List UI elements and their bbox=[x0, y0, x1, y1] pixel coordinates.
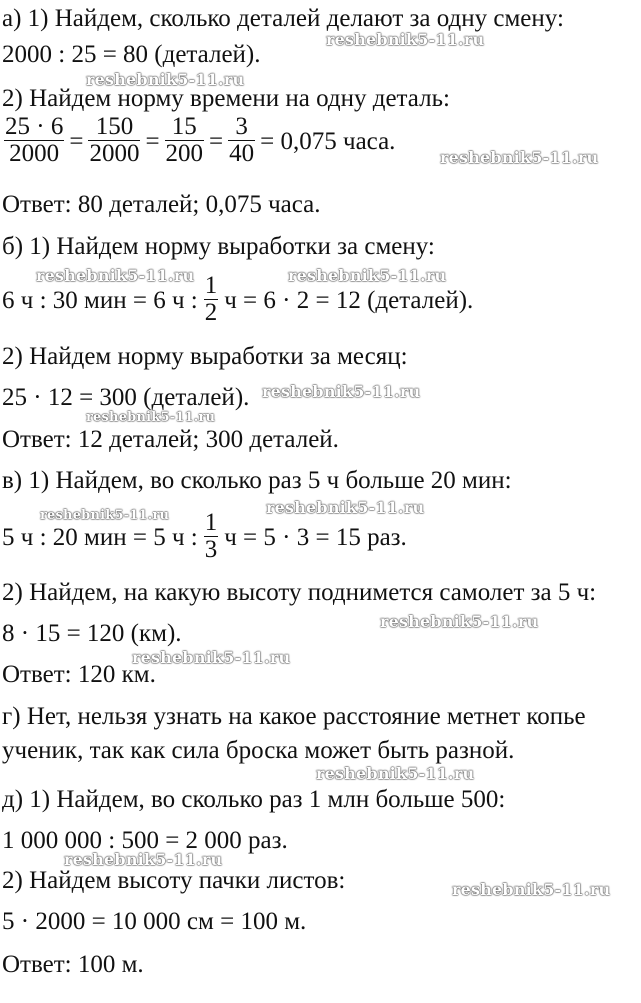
part-d-step2: 2) Найдем высоту пачки листов: bbox=[2, 867, 346, 894]
part-b-step2: 2) Найдем норму выработки за месяц: bbox=[2, 343, 408, 370]
fraction-2: $\frac{150}{2000}$ bbox=[89, 112, 140, 167]
watermark: reshebnik5-11.ru bbox=[266, 498, 425, 517]
part-g-line1: г) Нет, нельзя узнать на какое расстояние метнет копье bbox=[2, 703, 586, 730]
part-v-step1: в) 1) Найдем, во сколько раз 5 ч больше 20 мин: bbox=[2, 467, 512, 494]
watermark: reshebnik5-11.ru bbox=[288, 266, 447, 285]
part-a-step2: 2) Найдем норму времени на одну деталь: bbox=[2, 85, 450, 112]
part-d-step1: д) 1) Найдем, во сколько раз 1 млн больше 500: bbox=[2, 786, 506, 813]
watermark: reshebnik5-11.ru bbox=[380, 612, 539, 631]
fraction-one-half: $\frac{1}{2}$ bbox=[204, 271, 218, 326]
fraction-4: $\frac{3}{40}$ bbox=[229, 112, 255, 167]
watermark: reshebnik5-11.ru bbox=[86, 70, 245, 89]
watermark: reshebnik5-11.ru bbox=[452, 880, 611, 899]
part-a-calc1: 2000 : 25 = 80 (деталей). bbox=[2, 41, 261, 68]
part-b-answer: Ответ: 12 деталей; 300 деталей. bbox=[2, 426, 339, 453]
part-d-calc1: 1 000 000 : 500 = 2 000 раз. bbox=[2, 827, 288, 854]
watermark: reshebnik5-11.ru bbox=[326, 30, 485, 49]
watermark: reshebnik5-11.ru bbox=[316, 764, 475, 783]
part-a-step1: а) 1) Найдем, сколько деталей делают за одну смену: bbox=[2, 5, 564, 32]
fraction-1: $\frac{25 \cdot 6}{2000}$ bbox=[5, 112, 64, 167]
watermark: reshebnik5-11.ru bbox=[440, 148, 599, 167]
part-v-calc1: 5 ч : 20 мин = 5 ч : $\frac{1}{3}$ ч = 5 · 3 = 15 раз. bbox=[2, 508, 407, 563]
part-a-fraction-chain: $\frac{25 \cdot 6}{2000}$ = $\frac{150}{2000}$ = $\frac{15}{200}$ = $\frac{3}{40}$ = 0,075 часа. bbox=[5, 112, 396, 167]
part-a-answer: Ответ: 80 деталей; 0,075 часа. bbox=[2, 191, 321, 218]
fraction-one-third: $\frac{1}{3}$ bbox=[204, 508, 218, 563]
part-g-line2: ученик, так как сила броска может быть разной. bbox=[2, 737, 515, 764]
part-b-calc2: 25 · 12 = 300 (деталей). bbox=[2, 384, 250, 411]
watermark: reshebnik5-11.ru bbox=[36, 266, 195, 285]
part-b-step1: б) 1) Найдем норму выработки за смену: bbox=[2, 233, 435, 260]
part-v-calc2: 8 · 15 = 120 (км). bbox=[2, 620, 182, 647]
part-d-answer: Ответ: 100 м. bbox=[2, 951, 144, 978]
watermark: reshebnik5-11.ru bbox=[86, 410, 216, 425]
part-d-calc2: 5 · 2000 = 10 000 см = 100 м. bbox=[2, 908, 307, 935]
watermark: reshebnik5-11.ru bbox=[40, 508, 170, 523]
part-v-step2: 2) Найдем, на какую высоту поднимется самолет за 5 ч: bbox=[2, 579, 597, 606]
watermark: reshebnik5-11.ru bbox=[64, 850, 223, 869]
part-b-calc1: 6 ч : 30 мин = 6 ч : $\frac{1}{2}$ ч = 6 · 2 = 12 (деталей). bbox=[2, 271, 474, 326]
watermark: reshebnik5-11.ru bbox=[262, 382, 421, 401]
watermark: reshebnik5-11.ru bbox=[132, 648, 291, 667]
part-v-answer: Ответ: 120 км. bbox=[2, 661, 156, 688]
fraction-3: $\frac{15}{200}$ bbox=[165, 112, 204, 167]
